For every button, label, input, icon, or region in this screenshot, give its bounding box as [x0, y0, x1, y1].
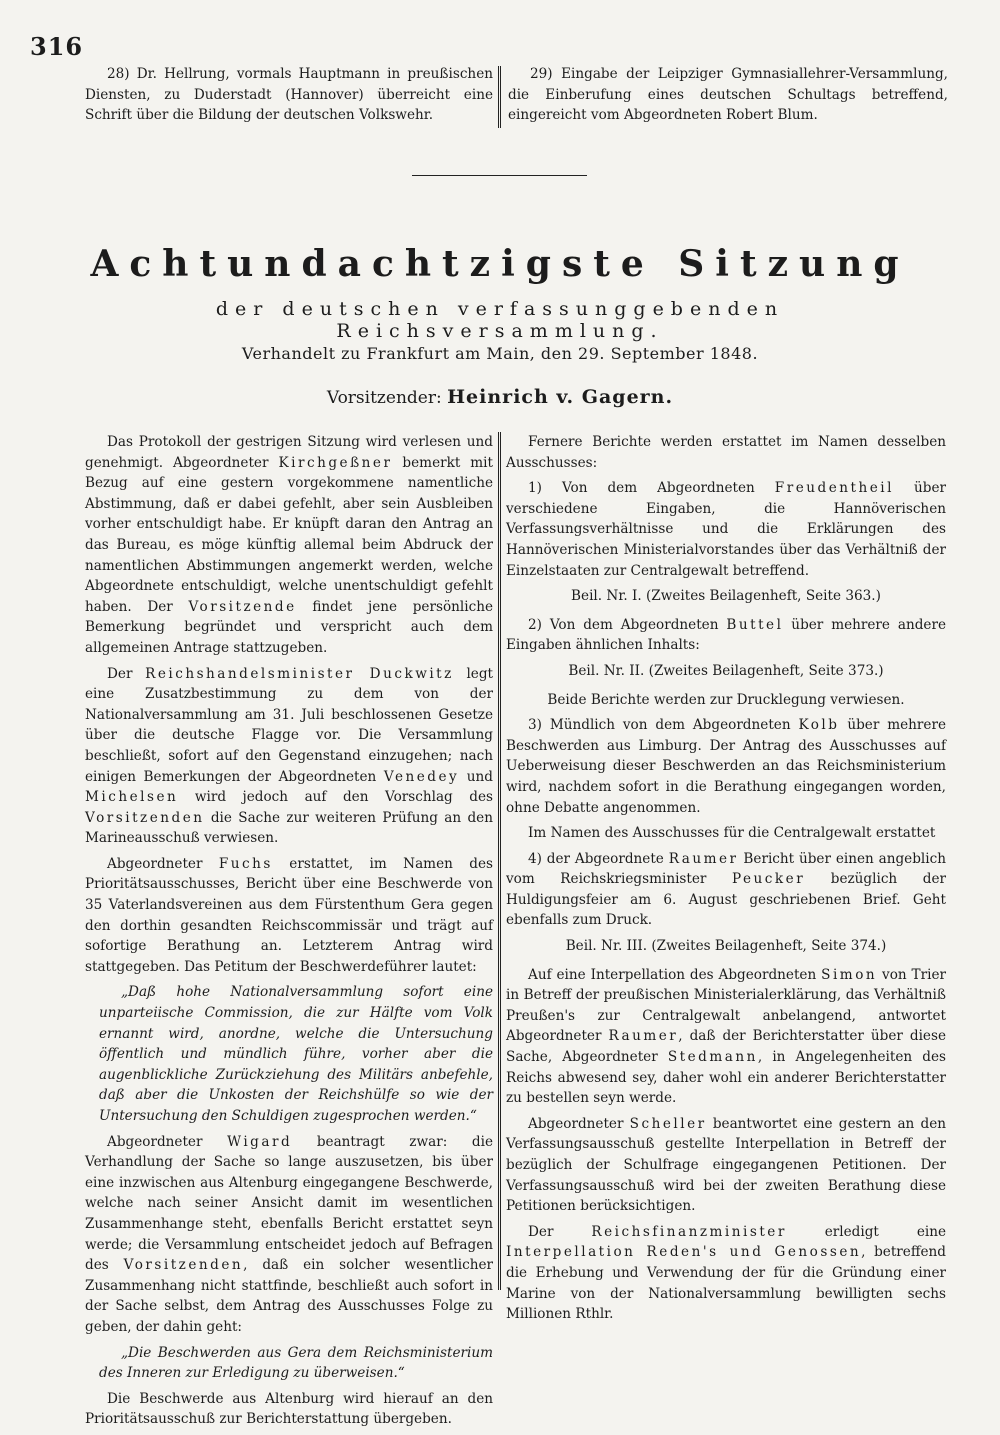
speaker-name: Vorsitzende	[188, 598, 297, 615]
speaker-name: Reichsfinanzminister	[591, 1223, 787, 1240]
session-date-line: Verhandelt zu Frankfurt am Main, den 29. September 1848.	[241, 344, 759, 363]
speaker-name: Vorsitzenden	[123, 1257, 244, 1274]
paragraph: 3) Mündlich von dem Abgeordneten Kolb über mehrere Beschwerden aus Limburg. Der Antrag des Ausschusses auf Ueberweisung dieser Beschwerden an das Reichsministerium wird, nachdem sofort in die Berathung eingegangen worden, ohne Debatte angenommen.	[506, 717, 946, 816]
paragraph: Im Namen des Ausschusses für die Centralgewalt erstattet	[528, 825, 936, 842]
top-left-item	[85, 64, 493, 131]
appendix-reference: Beil. Nr. III. (Zweites Beilagenheft, Seite 374.)	[565, 938, 887, 955]
paragraph: Abgeordneter Fuchs erstattet, im Namen des Prioritätsausschusses, Bericht über eine Beschwerde von 35 Vaterlandsvereinen aus dem Fürstenthum Gera gegen den dorthin gesandten Reichscommissär und trägt auf sofortige Berathung an. Letzterem Antrag wird stattgegeben. Das Petitum der Beschwerdeführer lautet:	[85, 855, 493, 975]
appendix-reference: Beil. Nr. I. (Zweites Beilagenheft, Seite 363.)	[571, 588, 881, 605]
speaker-name: Stedmann	[667, 1049, 758, 1066]
paragraph: Der Reichsfinanzminister erledigt eine Interpellation Reden's und Genossen, betreffend die Erhebung und Verwendung der für die Gründung einer Marine von der Nationalversammlung bewilligten sechs Millionen Rthlr.	[506, 1223, 947, 1323]
paragraph: 1) Von dem Abgeordneten Freudentheil über verschiedene Eingaben, die Hannöverischen Verfassungsverhältnisse und die Erklärungen des Hannöverischen Ministerialvorstandes über das Verhältniß der Einzelstaaten zur Centralgewalt betreffend.	[506, 480, 946, 579]
speaker-name: Raumer	[608, 1028, 679, 1045]
paragraph: Der Reichshandelsminister Duckwitz legt eine Zusatzbestimmung zu dem von der Nationalversammlung am 31. Juli beschlossenen Gesetze über die deutsche Flagge vor. Die Versammlung beschließt, sofort auf den Gegenstand einzugehen; nach einigen Bemerkungen der Abgeordneten Venedey und Michelsen wird jedoch auf den Vorschlag des Vorsitzenden die Sache zur weiteren Prüfung an den Marineausschuß verwiesen.	[85, 665, 493, 847]
speaker-name: Peucker	[731, 871, 806, 888]
speaker-name: Kirchgeßner	[278, 454, 393, 471]
right-column	[506, 432, 946, 1330]
speaker-name: Freudentheil	[774, 480, 894, 497]
session-subtitle: der deutschen verfassunggebenden Reichsversammlung.	[215, 298, 785, 342]
speaker-name: Kolb	[798, 717, 840, 734]
speaker-name: Buttel	[726, 616, 784, 633]
petition-29: 29) Eingabe der Leipziger Gymnasiallehrer-Versammlung, die Einberufung eines deutschen Schultags betreffend, eingereicht vom Abgeordneten Robert Blum.	[508, 66, 948, 124]
petition-28: 28) Dr. Hellrung, vormals Hauptmann in preußischen Diensten, zu Duderstadt (Hannover) überreicht eine Schrift über die Bildung der deutschen Volkswehr.	[85, 66, 493, 124]
paragraph: Auf eine Interpellation des Abgeordneten Simon von Trier in Betreff der preußischen Ministerialerklärung, das Verhältniß Preußen's zur Centralgewalt anbelangend, antwortet Abgeordneter Raumer, daß der Berichterstatter über diese Sache, Abgeordneter Stedmann, in Angelegenheiten des Reichs abwesend sey, daher wohl ein anderer Berichterstatter zu bestellen seyn werde.	[506, 966, 947, 1107]
resolution-quote: „Die Beschwerden aus Gera dem Reichsministerium des Inneren zur Erledigung zu überweisen.“	[99, 1344, 493, 1382]
chair-label: Vorsitzender:	[326, 388, 442, 408]
paragraph: Abgeordneter Wigard beantragt zwar: die Verhandlung der Sache so lange auszusetzen, bis über eine inzwischen aus Altenburg eingegangene Beschwerde, welche nach seiner Ansicht damit im wesentlichen Zusammenhange steht, ebenfalls Bericht erstattet seyn werde; die Versammlung entscheidet jedoch auf Befragen des Vorsitzenden, daß ein solcher wesentlicher Zusammenhang nicht stattfinde, beschließt auch sofort in der Sache selbst, dem Antrag des Ausschusses Folge zu geben, der dahin geht:	[85, 1133, 493, 1335]
chair-line	[50, 386, 950, 408]
speaker-name: Interpellation Reden's und Genossen	[506, 1244, 862, 1261]
paragraph: Die Beschwerde aus Altenburg wird hierauf an den Prioritätsausschuß zur Berichterstattung übergeben.	[85, 1390, 493, 1428]
paragraph: 2) Von dem Abgeordneten Buttel über mehrere andere Eingaben ähnlichen Inhalts:	[506, 616, 947, 654]
session-title: Achtundachtzigste Sitzung	[90, 243, 910, 285]
speaker-name: Vorsitzenden	[85, 809, 205, 826]
column-divider-top	[498, 66, 501, 128]
speaker-name: Reichshandelsminister Duckwitz	[145, 665, 454, 682]
paragraph: 4) der Abgeordnete Raumer Bericht über einen angeblich vom Reichskriegsminister Peucker bezüglich der Huldigungsfeier am 6. August geschriebenen Brief. Geht ebenfalls zum Druck.	[506, 850, 946, 929]
petition-quote: „Daß hohe Nationalversammlung sofort eine unparteiische Commission, die zur Hälfte vom Volk ernannt wird, anordne, welche die Untersuchung öffentlich und mündlich führe, vorher aber die augenblickliche Zurückziehung des Militärs anbefehle, daß aber die Unkosten der Reichshülfe so wie der Untersuchung den Schuldigen zugesprochen werden.“	[99, 984, 493, 1124]
paragraph: Fernere Berichte werden erstattet im Namen desselben Ausschusses:	[506, 434, 946, 471]
speaker-name: Michelsen	[85, 789, 179, 806]
appendix-reference: Beil. Nr. II. (Zweites Beilagenheft, Seite 373.)	[568, 662, 884, 679]
top-right-item	[508, 64, 948, 131]
left-column	[85, 432, 493, 1435]
speaker-name: Scheller	[629, 1115, 707, 1132]
chair-name: Heinrich v. Gagern.	[447, 386, 674, 408]
speaker-name: Fuchs	[218, 855, 273, 872]
paragraph: Abgeordneter Scheller beantwortet eine gestern an den Verfassungsausschuß gestellte Interpellation in Betreff der bezüglich der Schulfrage eingegangenen Petitionen. Der Verfassungsausschuß wird bei der zweiten Berathung diese Petitionen berücksichtigen.	[506, 1115, 946, 1215]
speaker-name: Raumer	[668, 850, 739, 867]
paragraph: Beide Berichte werden zur Drucklegung verwiesen.	[547, 691, 905, 708]
speaker-name: Simon	[821, 966, 878, 983]
paragraph: Das Protokoll der gestrigen Sitzung wird verlesen und genehmigt. Abgeordneter Kirchgeßner bemerkt mit Bezug auf eine gestern vorgekommene namentliche Abstimmung, daß er dabei gefehlt, aber sein Ausbleiben vorher entschuldigt habe. Er knüpft daran den Antrag an das Bureau, es möge künftig allemal beim Abdruck der namentlichen Abstimmungen angemerkt werden, welche Abgeordnete entschuldigt, welche unentschuldigt gefehlt haben. Der Vorsitzende findet jene persönliche Bemerkung begründet und verspricht auch dem allgemeinen Antrage stattzugeben.	[85, 434, 493, 656]
speaker-name: Venedey	[383, 768, 460, 785]
section-divider	[412, 175, 587, 176]
column-divider-main	[498, 432, 501, 1290]
speaker-name: Wigard	[227, 1133, 293, 1150]
page-number: 316	[30, 32, 84, 61]
